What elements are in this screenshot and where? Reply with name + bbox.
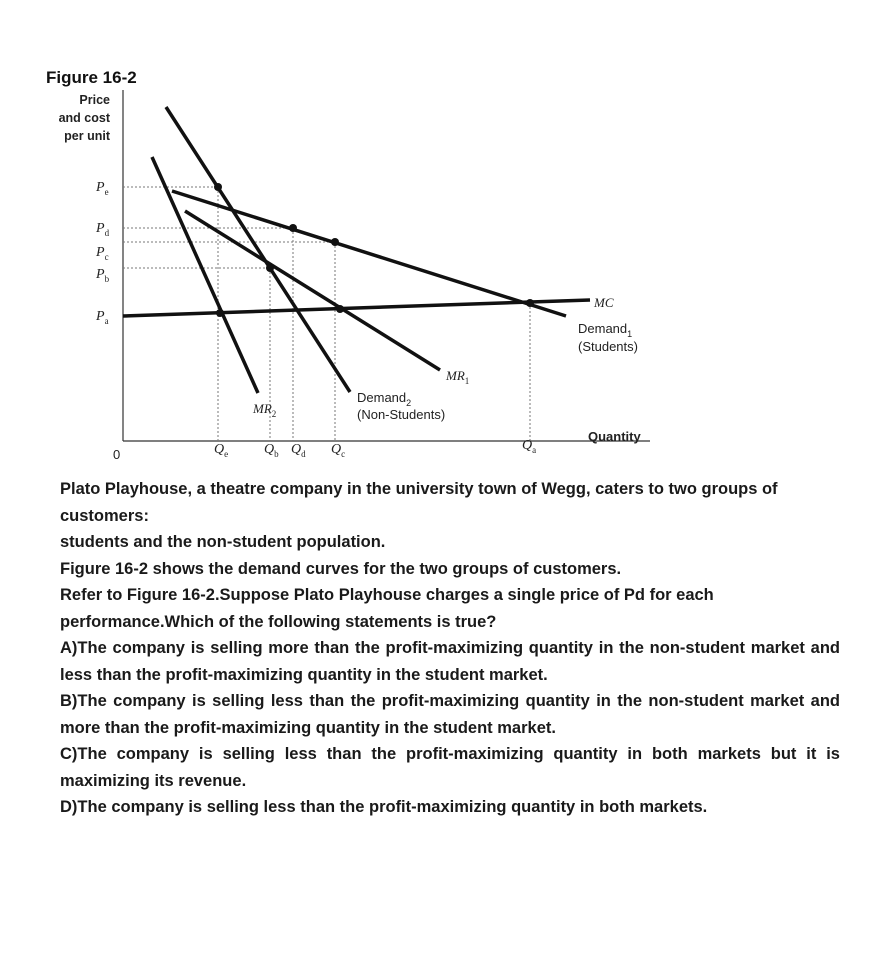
price-label-pb: $P_b$ — [96, 267, 110, 284]
option-d[interactable]: D)The company is selling less than the profit-maximizing quantity in both markets. — [60, 798, 708, 816]
demand1-label: Demand$_1$ — [578, 321, 633, 339]
question-intro-1: Plato Playhouse, a theatre company in the university town of Wegg, caters to two groups of customers: — [60, 480, 778, 525]
point-e — [214, 183, 222, 191]
mc-label: MC — [594, 295, 614, 310]
option-a[interactable]: A)The company is selling more than the profit-maximizing quantity in the non-student market and less than the profit-maximizing quantity in the student market. — [60, 639, 840, 684]
origin-label: 0 — [113, 447, 121, 462]
price-label-pa: $P_a$ — [96, 309, 109, 326]
point-mr2-mc — [216, 309, 224, 317]
option-b[interactable]: B)The company is selling less than the profit-maximizing quantity in the non-student market and more than the profit-maximizing quantity in the student market. — [60, 692, 840, 737]
question-block — [60, 476, 840, 821]
question-intro-2: students and the non-student population. — [60, 533, 386, 551]
mr2-curve — [152, 157, 258, 393]
x-axis-label: Quantity — [588, 429, 641, 444]
demand2-label: Demand$_2$ — [357, 390, 412, 408]
price-label-pc: $P_c$ — [96, 245, 109, 262]
question-prompt: Refer to Figure 16-2.Suppose Plato Playhouse charges a single price of Pd for each performance.Which of the following statements is true? — [60, 586, 714, 631]
point-a — [526, 299, 534, 307]
quantity-label-qb: $Q_b$ — [264, 442, 279, 459]
price-discrimination-chart — [0, 0, 873, 470]
point-mr1-mc — [336, 305, 344, 313]
mr2-label: $MR_2$ — [253, 401, 277, 419]
quantity-label-qc: $Q_c$ — [331, 442, 346, 459]
point-c — [331, 238, 339, 246]
y-axis-label-line-3: per unit — [64, 129, 110, 143]
demand2-group-label: (Non-Students) — [357, 407, 446, 422]
price-label-pd: $P_d$ — [96, 221, 110, 238]
option-c[interactable]: C)The company is selling less than the profit-maximizing quantity in both markets but it is maximizing its revenue. — [60, 745, 840, 790]
price-label-pe: $P_e$ — [96, 180, 109, 197]
point-d — [289, 224, 297, 232]
mr1-label: $MR_1$ — [446, 368, 470, 386]
y-axis-label-line-2: and cost — [58, 111, 110, 125]
point-b — [266, 264, 274, 272]
quantity-label-qa: $Q_a$ — [522, 438, 537, 455]
demand1-group-label: (Students) — [578, 339, 638, 354]
quantity-label-qd: $Q_d$ — [291, 442, 306, 459]
quantity-label-qe: $Q_e$ — [214, 442, 229, 459]
question-intro-3: Figure 16-2 shows the demand curves for the two groups of customers. — [60, 559, 622, 578]
figure-title: Figure 16-2 — [46, 68, 137, 87]
y-axis-label-line-1: Price — [79, 93, 110, 107]
